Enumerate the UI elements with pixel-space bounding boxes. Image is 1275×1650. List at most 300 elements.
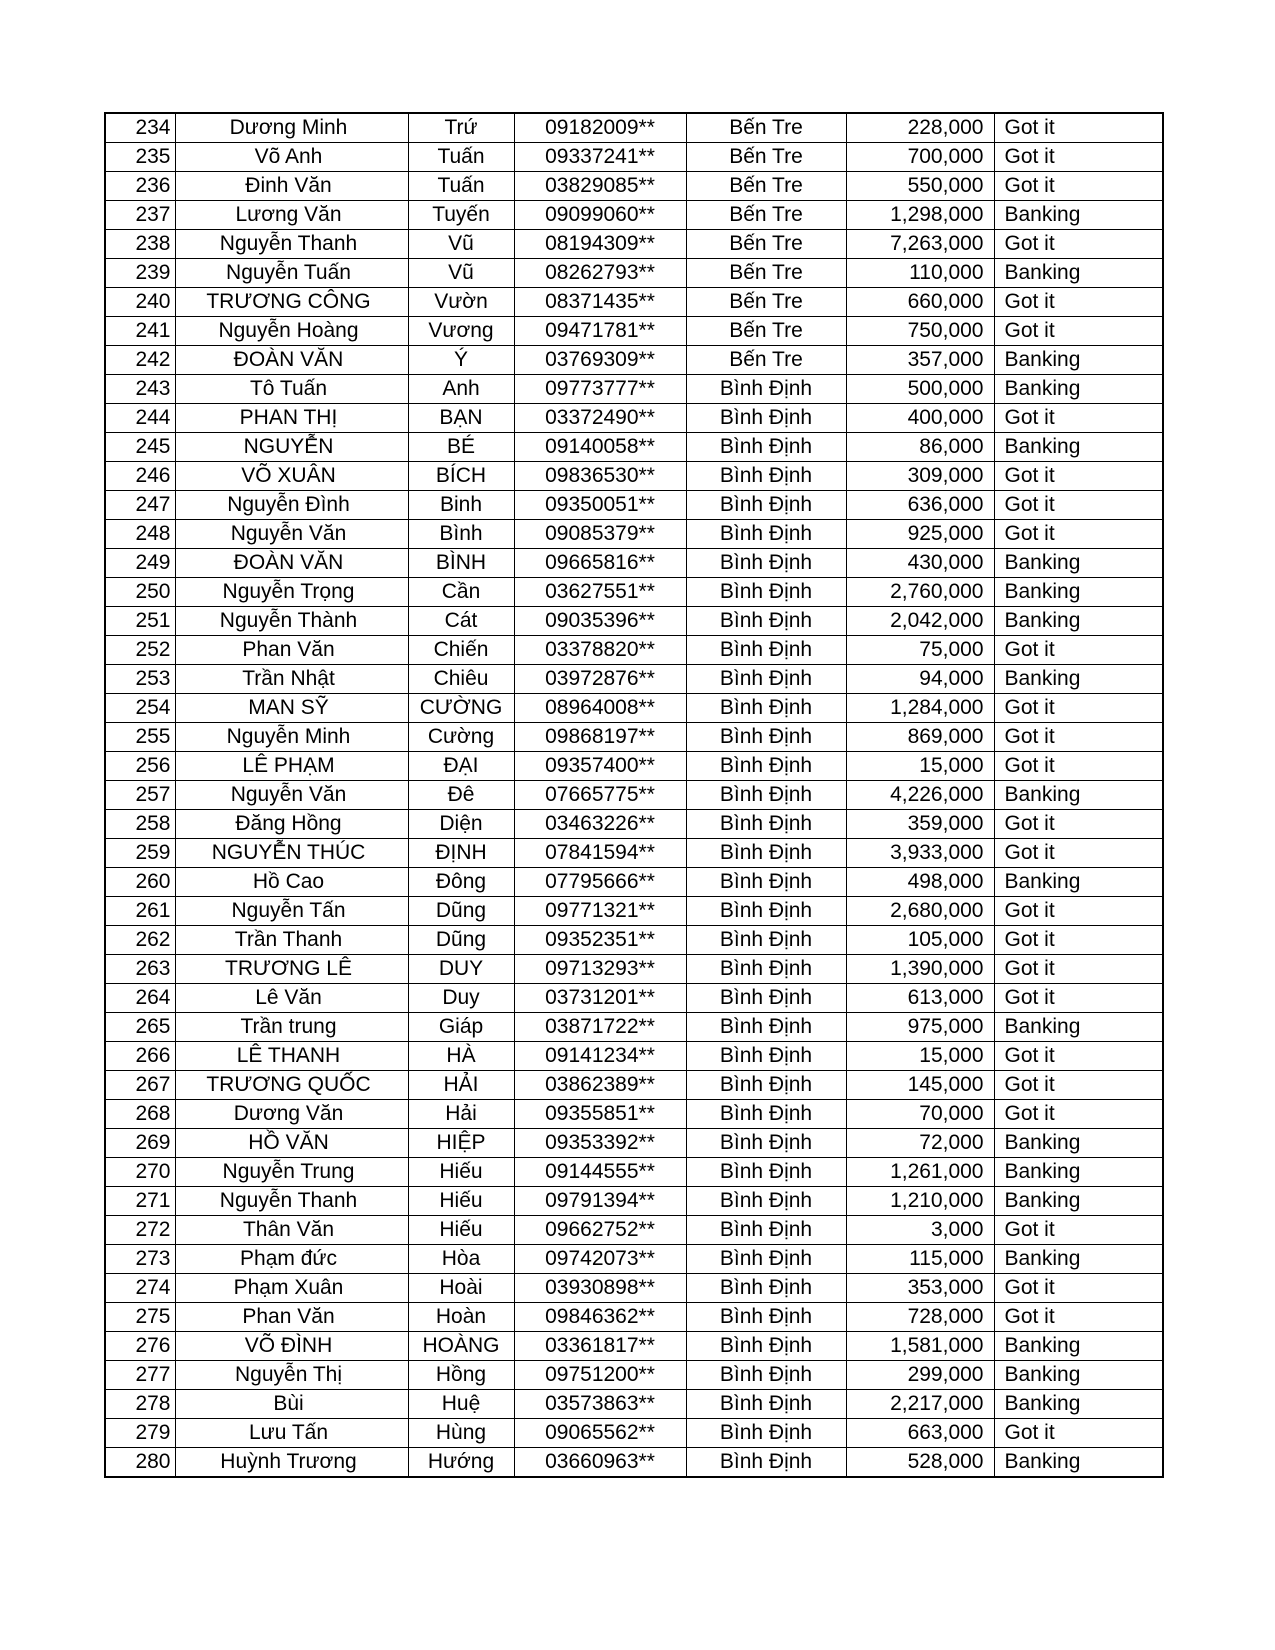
first-name-cell: Huệ	[408, 1390, 514, 1419]
last-middle-name-cell: Phan Văn	[175, 1303, 408, 1332]
province-cell: Bến Tre	[686, 259, 846, 288]
last-middle-name-cell: NGUYỄN THÚC	[175, 839, 408, 868]
province-cell: Bình Định	[686, 520, 846, 549]
payment-method-cell: Banking	[994, 375, 1163, 404]
table-row	[105, 346, 1163, 375]
amount-cell: 430,000	[846, 549, 994, 578]
province-cell: Bình Định	[686, 1448, 846, 1478]
table-row	[105, 433, 1163, 462]
last-middle-name-cell: Nguyễn Thanh	[175, 1187, 408, 1216]
amount-cell: 309,000	[846, 462, 994, 491]
first-name-cell: Cường	[408, 723, 514, 752]
amount-cell: 3,933,000	[846, 839, 994, 868]
phone-cell: 09868197**	[514, 723, 686, 752]
payment-method-cell: Banking	[994, 1013, 1163, 1042]
last-middle-name-cell: Nguyễn Thanh	[175, 230, 408, 259]
row-number: 253	[105, 665, 175, 694]
table-row	[105, 230, 1163, 259]
amount-cell: 228,000	[846, 113, 994, 143]
province-cell: Bình Định	[686, 723, 846, 752]
first-name-cell: Dũng	[408, 926, 514, 955]
province-cell: Bến Tre	[686, 346, 846, 375]
row-number: 267	[105, 1071, 175, 1100]
amount-cell: 299,000	[846, 1361, 994, 1390]
province-cell: Bình Định	[686, 839, 846, 868]
province-cell: Bình Định	[686, 781, 846, 810]
last-middle-name-cell: ĐOÀN VĂN	[175, 346, 408, 375]
table-row	[105, 113, 1163, 143]
payment-method-cell: Banking	[994, 433, 1163, 462]
last-middle-name-cell: LÊ THANH	[175, 1042, 408, 1071]
last-middle-name-cell: Nguyễn Tuấn	[175, 259, 408, 288]
phone-cell: 09182009**	[514, 113, 686, 143]
first-name-cell: Hùng	[408, 1419, 514, 1448]
amount-cell: 1,581,000	[846, 1332, 994, 1361]
last-middle-name-cell: Lương Văn	[175, 201, 408, 230]
first-name-cell: BÍCH	[408, 462, 514, 491]
row-number: 234	[105, 113, 175, 143]
province-cell: Bình Định	[686, 1013, 846, 1042]
amount-cell: 400,000	[846, 404, 994, 433]
row-number: 265	[105, 1013, 175, 1042]
province-cell: Bình Định	[686, 375, 846, 404]
table-row	[105, 520, 1163, 549]
amount-cell: 663,000	[846, 1419, 994, 1448]
province-cell: Bình Định	[686, 404, 846, 433]
last-middle-name-cell: Trần Thanh	[175, 926, 408, 955]
province-cell: Bình Định	[686, 1332, 846, 1361]
last-middle-name-cell: Nguyễn Văn	[175, 781, 408, 810]
last-middle-name-cell: Nguyễn Hoàng	[175, 317, 408, 346]
first-name-cell: Hiếu	[408, 1158, 514, 1187]
payment-method-cell: Got it	[994, 810, 1163, 839]
last-middle-name-cell: Nguyễn Tấn	[175, 897, 408, 926]
row-number: 259	[105, 839, 175, 868]
payment-method-cell: Got it	[994, 113, 1163, 143]
row-number: 256	[105, 752, 175, 781]
phone-cell: 08371435**	[514, 288, 686, 317]
province-cell: Bình Định	[686, 810, 846, 839]
province-cell: Bình Định	[686, 868, 846, 897]
table-row	[105, 984, 1163, 1013]
last-middle-name-cell: Nguyễn Thị	[175, 1361, 408, 1390]
province-cell: Bình Định	[686, 1245, 846, 1274]
first-name-cell: Chiêu	[408, 665, 514, 694]
province-cell: Bình Định	[686, 607, 846, 636]
table-row	[105, 375, 1163, 404]
phone-cell: 09846362**	[514, 1303, 686, 1332]
table-row	[105, 781, 1163, 810]
payment-method-cell: Banking	[994, 201, 1163, 230]
phone-cell: 08194309**	[514, 230, 686, 259]
last-middle-name-cell: Đăng Hồng	[175, 810, 408, 839]
phone-cell: 09791394**	[514, 1187, 686, 1216]
phone-cell: 03930898**	[514, 1274, 686, 1303]
table-row	[105, 1361, 1163, 1390]
payment-method-cell: Got it	[994, 897, 1163, 926]
province-cell: Bến Tre	[686, 288, 846, 317]
first-name-cell: Chiến	[408, 636, 514, 665]
row-number: 254	[105, 694, 175, 723]
last-middle-name-cell: Nguyễn Trọng	[175, 578, 408, 607]
phone-cell: 09836530**	[514, 462, 686, 491]
last-middle-name-cell: Nguyễn Minh	[175, 723, 408, 752]
amount-cell: 500,000	[846, 375, 994, 404]
first-name-cell: HOÀNG	[408, 1332, 514, 1361]
payment-method-cell: Banking	[994, 781, 1163, 810]
phone-cell: 07841594**	[514, 839, 686, 868]
payment-method-cell: Got it	[994, 1071, 1163, 1100]
table-row	[105, 868, 1163, 897]
phone-cell: 03862389**	[514, 1071, 686, 1100]
row-number: 246	[105, 462, 175, 491]
row-number: 243	[105, 375, 175, 404]
payment-method-cell: Got it	[994, 172, 1163, 201]
phone-cell: 09665816**	[514, 549, 686, 578]
phone-cell: 09751200**	[514, 1361, 686, 1390]
first-name-cell: Vũ	[408, 259, 514, 288]
phone-cell: 09352351**	[514, 926, 686, 955]
province-cell: Bình Định	[686, 433, 846, 462]
phone-cell: 09337241**	[514, 143, 686, 172]
first-name-cell: Hải	[408, 1100, 514, 1129]
phone-cell: 09140058**	[514, 433, 686, 462]
row-number: 280	[105, 1448, 175, 1478]
table-row	[105, 1187, 1163, 1216]
phone-cell: 03660963**	[514, 1448, 686, 1478]
province-cell: Bình Định	[686, 1187, 846, 1216]
last-middle-name-cell: ĐOÀN VĂN	[175, 549, 408, 578]
table-row	[105, 578, 1163, 607]
payment-method-cell: Got it	[994, 288, 1163, 317]
first-name-cell: Đông	[408, 868, 514, 897]
first-name-cell: ĐỊNH	[408, 839, 514, 868]
province-cell: Bình Định	[686, 926, 846, 955]
province-cell: Bình Định	[686, 1158, 846, 1187]
payment-method-cell: Banking	[994, 259, 1163, 288]
last-middle-name-cell: TRƯƠNG QUỐC	[175, 1071, 408, 1100]
row-number: 257	[105, 781, 175, 810]
row-number: 263	[105, 955, 175, 984]
first-name-cell: Hiếu	[408, 1216, 514, 1245]
table-row	[105, 694, 1163, 723]
table-row	[105, 1419, 1163, 1448]
province-cell: Bình Định	[686, 1390, 846, 1419]
last-middle-name-cell: Lưu Tấn	[175, 1419, 408, 1448]
payment-method-cell: Banking	[994, 1448, 1163, 1478]
payment-method-cell: Got it	[994, 143, 1163, 172]
table-row	[105, 404, 1163, 433]
first-name-cell: BÌNH	[408, 549, 514, 578]
amount-cell: 925,000	[846, 520, 994, 549]
amount-cell: 353,000	[846, 1274, 994, 1303]
phone-cell: 09350051**	[514, 491, 686, 520]
first-name-cell: Hoàn	[408, 1303, 514, 1332]
last-middle-name-cell: NGUYỄN	[175, 433, 408, 462]
amount-cell: 1,261,000	[846, 1158, 994, 1187]
phone-cell: 03731201**	[514, 984, 686, 1013]
row-number: 260	[105, 868, 175, 897]
payment-method-cell: Banking	[994, 346, 1163, 375]
last-middle-name-cell: Dương Văn	[175, 1100, 408, 1129]
first-name-cell: Tuyến	[408, 201, 514, 230]
phone-cell: 09355851**	[514, 1100, 686, 1129]
phone-cell: 03378820**	[514, 636, 686, 665]
first-name-cell: Vũ	[408, 230, 514, 259]
province-cell: Bến Tre	[686, 317, 846, 346]
phone-cell: 03972876**	[514, 665, 686, 694]
province-cell: Bến Tre	[686, 230, 846, 259]
province-cell: Bình Định	[686, 1303, 846, 1332]
first-name-cell: BÉ	[408, 433, 514, 462]
phone-cell: 09353392**	[514, 1129, 686, 1158]
last-middle-name-cell: VÕ XUÂN	[175, 462, 408, 491]
row-number: 244	[105, 404, 175, 433]
amount-cell: 660,000	[846, 288, 994, 317]
first-name-cell: Binh	[408, 491, 514, 520]
province-cell: Bình Định	[686, 897, 846, 926]
amount-cell: 2,680,000	[846, 897, 994, 926]
row-number: 262	[105, 926, 175, 955]
amount-cell: 357,000	[846, 346, 994, 375]
amount-cell: 15,000	[846, 1042, 994, 1071]
first-name-cell: Anh	[408, 375, 514, 404]
row-number: 268	[105, 1100, 175, 1129]
province-cell: Bình Định	[686, 1042, 846, 1071]
province-cell: Bình Định	[686, 1274, 846, 1303]
payment-method-cell: Got it	[994, 462, 1163, 491]
row-number: 269	[105, 1129, 175, 1158]
amount-cell: 1,298,000	[846, 201, 994, 230]
province-cell: Bến Tre	[686, 201, 846, 230]
last-middle-name-cell: Đinh Văn	[175, 172, 408, 201]
phone-cell: 09035396**	[514, 607, 686, 636]
amount-cell: 15,000	[846, 752, 994, 781]
amount-cell: 359,000	[846, 810, 994, 839]
last-middle-name-cell: Trần trung	[175, 1013, 408, 1042]
table-row	[105, 1216, 1163, 1245]
payment-method-cell: Got it	[994, 1216, 1163, 1245]
first-name-cell: HẢI	[408, 1071, 514, 1100]
table-row	[105, 1448, 1163, 1478]
last-middle-name-cell: Võ Anh	[175, 143, 408, 172]
amount-cell: 528,000	[846, 1448, 994, 1478]
last-middle-name-cell: VÕ ĐÌNH	[175, 1332, 408, 1361]
last-middle-name-cell: Phạm đức	[175, 1245, 408, 1274]
row-number: 271	[105, 1187, 175, 1216]
row-number: 250	[105, 578, 175, 607]
phone-cell: 08262793**	[514, 259, 686, 288]
table-row	[105, 288, 1163, 317]
amount-cell: 550,000	[846, 172, 994, 201]
last-middle-name-cell: Thân Văn	[175, 1216, 408, 1245]
payment-method-cell: Banking	[994, 578, 1163, 607]
phone-cell: 07795666**	[514, 868, 686, 897]
table-row	[105, 955, 1163, 984]
phone-cell: 03372490**	[514, 404, 686, 433]
row-number: 272	[105, 1216, 175, 1245]
payment-method-cell: Banking	[994, 549, 1163, 578]
phone-cell: 09141234**	[514, 1042, 686, 1071]
data-table	[104, 112, 1164, 1478]
province-cell: Bình Định	[686, 955, 846, 984]
table-row	[105, 1390, 1163, 1419]
payment-method-cell: Got it	[994, 404, 1163, 433]
table-row	[105, 1042, 1163, 1071]
amount-cell: 975,000	[846, 1013, 994, 1042]
last-middle-name-cell: Nguyễn Đình	[175, 491, 408, 520]
province-cell: Bình Định	[686, 462, 846, 491]
table-row	[105, 810, 1163, 839]
first-name-cell: Tuấn	[408, 172, 514, 201]
payment-method-cell: Got it	[994, 723, 1163, 752]
amount-cell: 72,000	[846, 1129, 994, 1158]
table-row	[105, 723, 1163, 752]
amount-cell: 115,000	[846, 1245, 994, 1274]
province-cell: Bến Tre	[686, 143, 846, 172]
row-number: 236	[105, 172, 175, 201]
phone-cell: 03573863**	[514, 1390, 686, 1419]
first-name-cell: Hoài	[408, 1274, 514, 1303]
payment-method-cell: Banking	[994, 607, 1163, 636]
table-row	[105, 462, 1163, 491]
amount-cell: 105,000	[846, 926, 994, 955]
row-number: 270	[105, 1158, 175, 1187]
row-number: 237	[105, 201, 175, 230]
table-row	[105, 1100, 1163, 1129]
payment-method-cell: Banking	[994, 1129, 1163, 1158]
province-cell: Bình Định	[686, 1361, 846, 1390]
amount-cell: 3,000	[846, 1216, 994, 1245]
first-name-cell: ĐẠI	[408, 752, 514, 781]
amount-cell: 7,263,000	[846, 230, 994, 259]
province-cell: Bình Định	[686, 1100, 846, 1129]
row-number: 248	[105, 520, 175, 549]
last-middle-name-cell: TRƯƠNG LÊ	[175, 955, 408, 984]
amount-cell: 728,000	[846, 1303, 994, 1332]
last-middle-name-cell: Tô Tuấn	[175, 375, 408, 404]
phone-cell: 09471781**	[514, 317, 686, 346]
first-name-cell: BẠN	[408, 404, 514, 433]
row-number: 252	[105, 636, 175, 665]
payment-method-cell: Got it	[994, 926, 1163, 955]
payment-method-cell: Banking	[994, 1158, 1163, 1187]
payment-method-cell: Got it	[994, 491, 1163, 520]
phone-cell: 03361817**	[514, 1332, 686, 1361]
phone-cell: 03871722**	[514, 1013, 686, 1042]
first-name-cell: Cát	[408, 607, 514, 636]
row-number: 273	[105, 1245, 175, 1274]
row-number: 251	[105, 607, 175, 636]
row-number: 249	[105, 549, 175, 578]
first-name-cell: Diện	[408, 810, 514, 839]
first-name-cell: Trứ	[408, 113, 514, 143]
first-name-cell: Hiếu	[408, 1187, 514, 1216]
row-number: 242	[105, 346, 175, 375]
payment-method-cell: Banking	[994, 1390, 1163, 1419]
payment-method-cell: Got it	[994, 317, 1163, 346]
payment-method-cell: Got it	[994, 520, 1163, 549]
amount-cell: 110,000	[846, 259, 994, 288]
phone-cell: 03769309**	[514, 346, 686, 375]
row-number: 279	[105, 1419, 175, 1448]
first-name-cell: Bình	[408, 520, 514, 549]
row-number: 274	[105, 1274, 175, 1303]
row-number: 240	[105, 288, 175, 317]
table-row	[105, 201, 1163, 230]
province-cell: Bình Định	[686, 694, 846, 723]
phone-cell: 03627551**	[514, 578, 686, 607]
province-cell: Bình Định	[686, 984, 846, 1013]
amount-cell: 70,000	[846, 1100, 994, 1129]
amount-cell: 1,390,000	[846, 955, 994, 984]
phone-cell: 09099060**	[514, 201, 686, 230]
payment-method-cell: Banking	[994, 1361, 1163, 1390]
phone-cell: 03463226**	[514, 810, 686, 839]
amount-cell: 4,226,000	[846, 781, 994, 810]
first-name-cell: Dũng	[408, 897, 514, 926]
amount-cell: 2,042,000	[846, 607, 994, 636]
table-row	[105, 317, 1163, 346]
first-name-cell: Vườn	[408, 288, 514, 317]
payment-method-cell: Got it	[994, 1274, 1163, 1303]
row-number: 275	[105, 1303, 175, 1332]
payment-method-cell: Got it	[994, 694, 1163, 723]
table-row	[105, 839, 1163, 868]
phone-cell: 07665775**	[514, 781, 686, 810]
table-row	[105, 1013, 1163, 1042]
table-row	[105, 607, 1163, 636]
last-middle-name-cell: MAN SỸ	[175, 694, 408, 723]
payment-method-cell: Banking	[994, 868, 1163, 897]
province-cell: Bình Định	[686, 665, 846, 694]
amount-cell: 869,000	[846, 723, 994, 752]
phone-cell: 09085379**	[514, 520, 686, 549]
table-row	[105, 1071, 1163, 1100]
phone-cell: 09144555**	[514, 1158, 686, 1187]
payment-method-cell: Got it	[994, 1100, 1163, 1129]
province-cell: Bình Định	[686, 1071, 846, 1100]
table-row	[105, 1332, 1163, 1361]
first-name-cell: Ý	[408, 346, 514, 375]
last-middle-name-cell: PHAN THỊ	[175, 404, 408, 433]
last-middle-name-cell: Dương Minh	[175, 113, 408, 143]
last-middle-name-cell: LÊ PHẠM	[175, 752, 408, 781]
province-cell: Bình Định	[686, 1419, 846, 1448]
amount-cell: 1,210,000	[846, 1187, 994, 1216]
first-name-cell: CƯỜNG	[408, 694, 514, 723]
phone-cell: 09771321**	[514, 897, 686, 926]
first-name-cell: Tuấn	[408, 143, 514, 172]
payment-method-cell: Got it	[994, 1419, 1163, 1448]
last-middle-name-cell: HỒ VĂN	[175, 1129, 408, 1158]
row-number: 247	[105, 491, 175, 520]
phone-cell: 09357400**	[514, 752, 686, 781]
table-row	[105, 1245, 1163, 1274]
amount-cell: 498,000	[846, 868, 994, 897]
row-number: 278	[105, 1390, 175, 1419]
phone-cell: 09773777**	[514, 375, 686, 404]
payment-method-cell: Got it	[994, 230, 1163, 259]
phone-cell: 03829085**	[514, 172, 686, 201]
payment-method-cell: Got it	[994, 752, 1163, 781]
last-middle-name-cell: Phạm Xuân	[175, 1274, 408, 1303]
amount-cell: 2,217,000	[846, 1390, 994, 1419]
last-middle-name-cell: Bùi	[175, 1390, 408, 1419]
amount-cell: 613,000	[846, 984, 994, 1013]
table-row	[105, 172, 1163, 201]
table-row	[105, 259, 1163, 288]
